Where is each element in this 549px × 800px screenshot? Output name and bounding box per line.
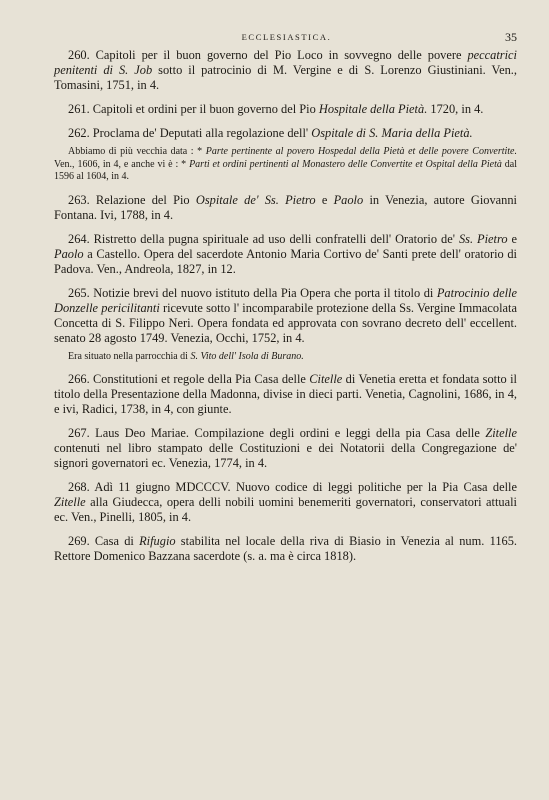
page-number: 35 bbox=[505, 30, 517, 44]
catalogue-entry bbox=[54, 102, 517, 117]
entry-text: Ven., 1606, in 4, e anche vi è : * bbox=[54, 158, 190, 170]
italic-title: Paolo bbox=[54, 246, 84, 261]
entry-text: stabilita nel locale della riva di Biasio in Venezia al num. 1165. Rettore Domenico Bazzana sacerdote (s. a. ma è circa 1818). bbox=[54, 534, 518, 564]
italic-title: Zitelle bbox=[54, 495, 86, 510]
entry-text: 268. Adì 11 giugno MDCCCV. Nuovo codice di leggi politiche per la Pia Casa delle bbox=[68, 480, 517, 495]
entry-text: alla Giudecca, opera delli nobili uomini benemeriti governatori, conservatori attuali ec. Ven., Pinelli, 1805, in 4. bbox=[54, 495, 517, 525]
catalogue-entry bbox=[54, 480, 517, 525]
catalogue-entry bbox=[54, 232, 517, 277]
entry-note bbox=[54, 351, 517, 364]
entry-text: sotto il patrocinio di M. Vergine e di S. Lorenzo Giustiniani. Ven., Tomasini, 1751, in 4. bbox=[54, 63, 517, 92]
entry-text: e bbox=[315, 192, 334, 207]
catalogue-entry bbox=[54, 286, 517, 346]
entry-text: 262. Proclama de' Deputati alla regolazione dell' bbox=[68, 126, 312, 140]
catalogue-entry bbox=[54, 48, 517, 93]
entry-text: di Venetia eretta et fondata sotto il titolo della Presentazione della Madonna, divise in dieci parti. Venetia, Cagnolini, 1686, in 4, e ivi, Radici, 1738, in 4, con giunte. bbox=[54, 372, 517, 417]
catalogue-entry bbox=[54, 372, 517, 417]
italic-title: Patrocinio delle Donzelle pericilitanti bbox=[54, 285, 517, 315]
italic-title: Ospitale di S. Maria della Pietà. bbox=[311, 126, 473, 140]
italic-title: peccatrici penitenti di S. Job bbox=[54, 48, 517, 77]
entry-text: Abbiamo di più vecchia data : * bbox=[68, 146, 206, 157]
entry-text: ricevute sotto l' incomparabile protezione della Ss. Vergine Immacolata Concetta di S. Filippo Neri. Opera fondata ed approvata con sovrano decreto dell' eccellent. senato 28 agosto 1749. Venezia, Occhi, 1752, in 4. bbox=[54, 300, 517, 345]
entry-text: dal 1596 al 1604, in 4. bbox=[54, 158, 517, 183]
italic-title: Citelle bbox=[309, 372, 343, 387]
entry-text: 265. Notizie brevi del nuovo istituto della Pia Opera che porta il titolo di bbox=[68, 285, 437, 300]
catalogue-entry bbox=[54, 534, 517, 564]
entry-note bbox=[54, 146, 517, 184]
italic-title: S. Vito dell' Isola di Burano. bbox=[190, 350, 304, 362]
italic-title: Parte pertinente al povero Hospedal della Pietà et delle povere Convertite. bbox=[205, 146, 517, 157]
entry-text: 260. Capitoli per il buon governo del Pio Loco in sovvegno delle povere bbox=[68, 48, 468, 62]
entry-text: 269. Casa di bbox=[68, 534, 140, 549]
running-title: ECCLESIASTICA. bbox=[241, 32, 332, 42]
italic-title: Hospitale della Pietà. bbox=[318, 102, 428, 116]
entry-text: 263. Relazione del Pio bbox=[68, 192, 196, 207]
entry-text: a Castello. Opera del sacerdote Antonio Maria Cortivo de' Santi prete dell' oratorio di Padova. Ven., Andreola, 1827, in 12. bbox=[54, 246, 517, 276]
italic-title: Parti et ordini pertinenti al Monastero delle Convertite et Ospital della Pietà bbox=[189, 158, 502, 170]
entry-text: 1720, in 4. bbox=[427, 102, 484, 116]
italic-title: Zitelle bbox=[485, 426, 517, 441]
entry-text: in Venezia, autore Giovanni Fontana. Ivi, 1788, in 4. bbox=[54, 192, 517, 222]
entry-text: 266. Constitutioni et regole della Pia Casa delle bbox=[68, 372, 310, 387]
catalogue-entry bbox=[54, 193, 517, 223]
entry-text: 267. Laus Deo Mariae. Compilazione degli ordini e leggi della pia Casa delle bbox=[68, 426, 486, 441]
entry-text: e bbox=[507, 231, 517, 246]
italic-title: Ospitale de' Ss. Pietro bbox=[195, 192, 316, 207]
catalogue-entry bbox=[54, 126, 517, 141]
entry-text: Era situato nella parrocchia di bbox=[68, 350, 191, 362]
italic-title: Ss. Pietro bbox=[458, 231, 508, 246]
page-header bbox=[54, 30, 519, 50]
italic-title: Paolo bbox=[333, 192, 364, 207]
italic-title: Rifugio bbox=[139, 534, 176, 549]
entry-text: 264. Ristretto della pugna spirituale ad uso delli confratelli dell' Oratorio de' bbox=[68, 231, 459, 246]
catalogue-entries bbox=[54, 48, 517, 573]
entry-text: contenuti nel libro stampato delle Costituzioni e dei Notatorii della Congregazione de' signori governatori ec. Venezia, 1774, in 4. bbox=[54, 441, 517, 471]
catalogue-entry bbox=[54, 426, 517, 471]
entry-text: 261. Capitoli et ordini per il buon governo del Pio bbox=[68, 102, 319, 116]
